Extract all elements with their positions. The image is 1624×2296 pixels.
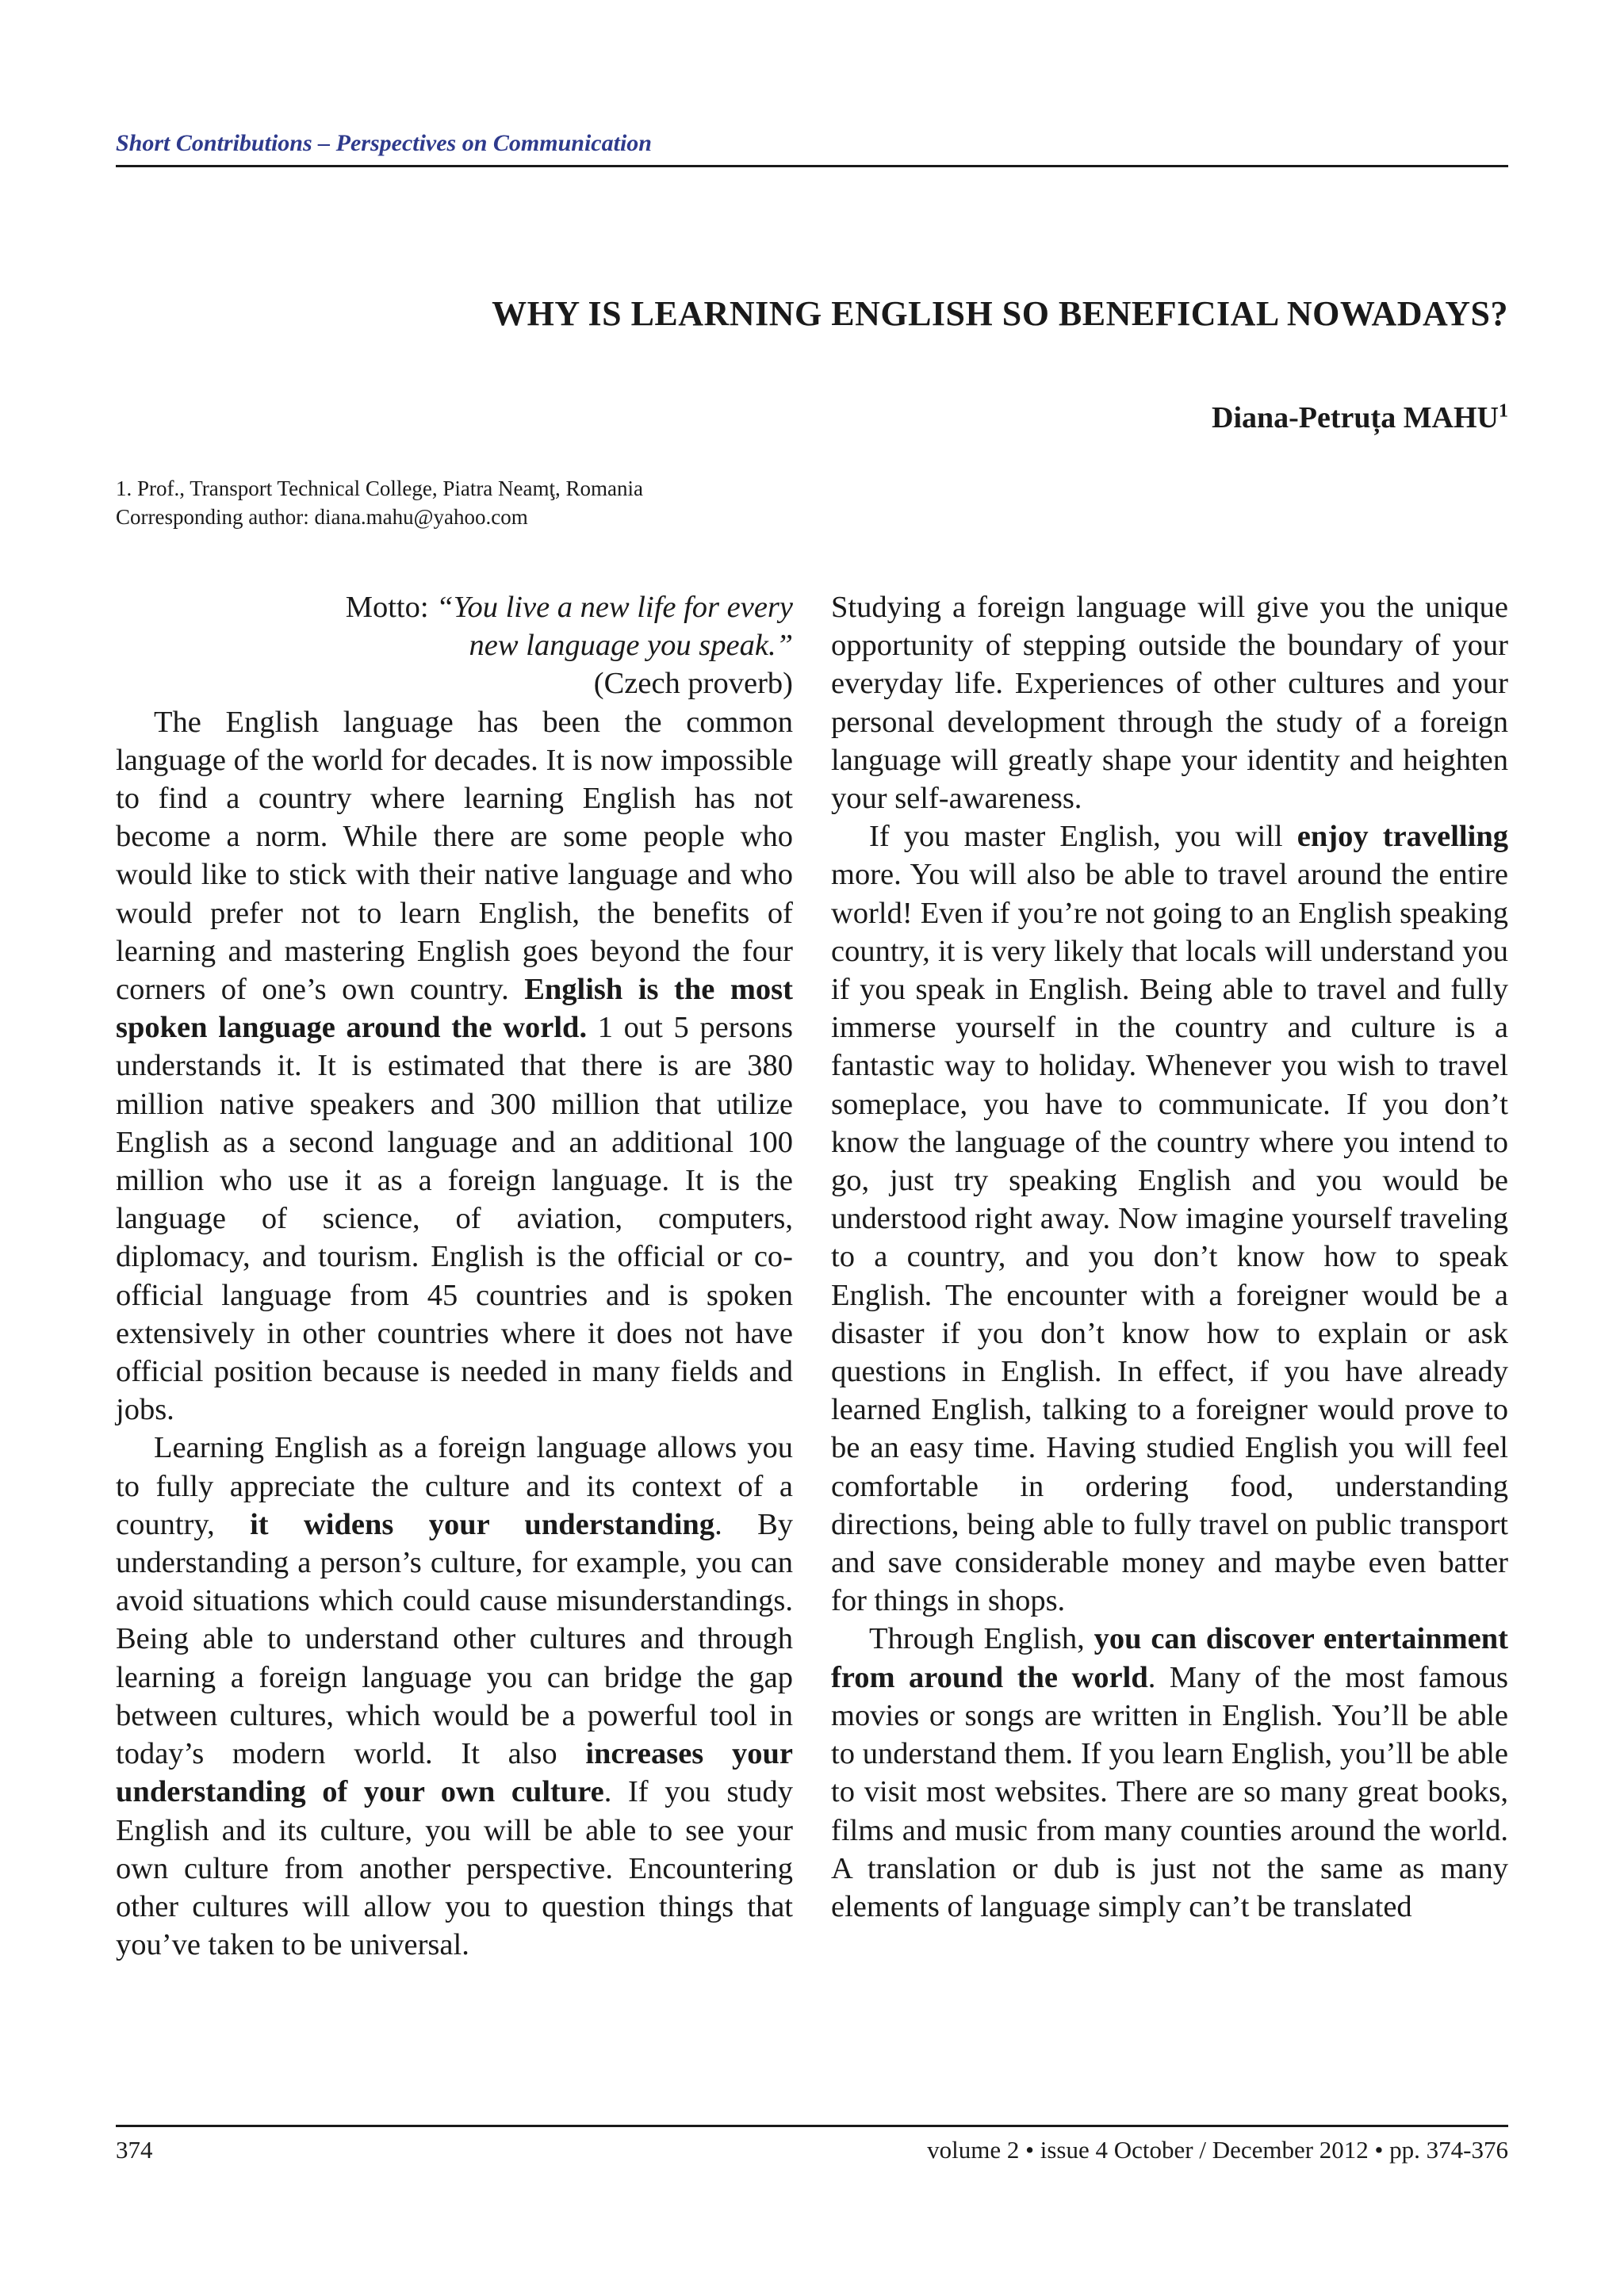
running-head: Short Contributions – Perspectives on Communication (116, 130, 652, 156)
right-column (831, 588, 1508, 1926)
page-number: 374 (116, 2136, 153, 2164)
paragraph: The English language has been the common language of the world for decades. It is now impossible to find a country where learning English has not become a norm. While there are some people who would like to stick with their native language and who would prefer not to learn English, the benefits of learning and mastering English goes beyond the four corners of one’s own country. English is the most spoken language around the world. 1 out 5 persons understands it. It is estimated that there is are 380 million native speakers and 300 million that utilize English as a second language and an additional 100 million who use it as a foreign language. It is the language of science, of aviation, computers, diplomacy, and tourism. English is the official or co-official language from 45 countries and is spoken extensively in other countries where it does not have official position because is needed in many fields and jobs. (116, 705, 793, 1427)
motto-label: Motto: (345, 591, 437, 624)
author-name: Diana-Petruța MAHU (1212, 401, 1499, 434)
paragraph: Through English, you can discover entertainment from around the world. Many of the most famous movies or songs are written in English. You’ll be able to understand them. If you learn English, you’ll be able to visit most websites. There are so many great books, films and music from many counties around the world. A translation or dub is just not the same as many elements of language simply can’t be translated (831, 1622, 1509, 1923)
motto-quote-line2: new language you speak.” (469, 629, 793, 663)
author-affiliation-marker: 1 (1499, 400, 1508, 422)
author (116, 400, 1508, 435)
left-column (116, 588, 793, 1964)
motto-source: (Czech proverb) (593, 667, 793, 701)
issue-info: volume 2 • issue 4 October / December 2012 • pp. 374-376 (927, 2136, 1508, 2164)
paragraph: Studying a foreign language will give you the unique opportunity of stepping outside the boundary of your everyday life. Experiences of other cultures and your personal development through the study of a foreign language will greatly shape your identity and heighten your self-awareness. (831, 591, 1508, 816)
motto-quote-line1: “You live a new life for every (436, 591, 793, 624)
affiliation-line: 1. Prof., Transport Technical College, Piatra Neamţ, Romania (116, 476, 643, 500)
paragraph: Learning English as a foreign language allows you to fully appreciate the culture and its context of a country, it widens your understanding. By understanding a person’s culture, for example, you can avoid situations which could cause misunderstandings. Being able to understand other cultures and through learning a foreign language you can bridge the gap between cultures, which would be a powerful tool in today’s modern world. It also increases your understanding of your own culture. If you study English and its culture, you will be able to see your own culture from another perspective. Encountering other cultures will allow you to question things that you’ve taken to be universal. (116, 1431, 793, 1962)
motto (116, 588, 793, 664)
footer-rule (116, 2125, 1508, 2127)
affiliation (116, 474, 909, 531)
article-title: WHY IS LEARNING ENGLISH SO BENEFICIAL NOWADAYS? (492, 294, 1508, 333)
corresponding-author: Corresponding author: diana.mahu@yahoo.com (116, 505, 528, 529)
paragraph: If you master English, you will enjoy travelling more. You will also be able to travel around the entire world! Even if you’re not going to an English speaking country, it is very likely that locals will understand you if you speak in English. Being able to travel and fully immerse yourself in the country and culture is a fantastic way to holiday. Whenever you wish to travel someplace, you have to communicate. If you don’t know the language of the country where you intend to go, just try speaking English and you would be understood right away. Now imagine yourself traveling to a country, and you don’t know how to speak English. The encounter with a foreigner would be a disaster if you don’t know how to explain or ask questions in English. In effect, if you have already learned English, talking to a foreigner would prove to be an easy time. Having studied English you will feel comfortable in ordering food, understanding directions, being able to fully travel on public transport and save considerable money and maybe even batter for things in shops. (831, 820, 1508, 1618)
header-rule (116, 165, 1508, 167)
